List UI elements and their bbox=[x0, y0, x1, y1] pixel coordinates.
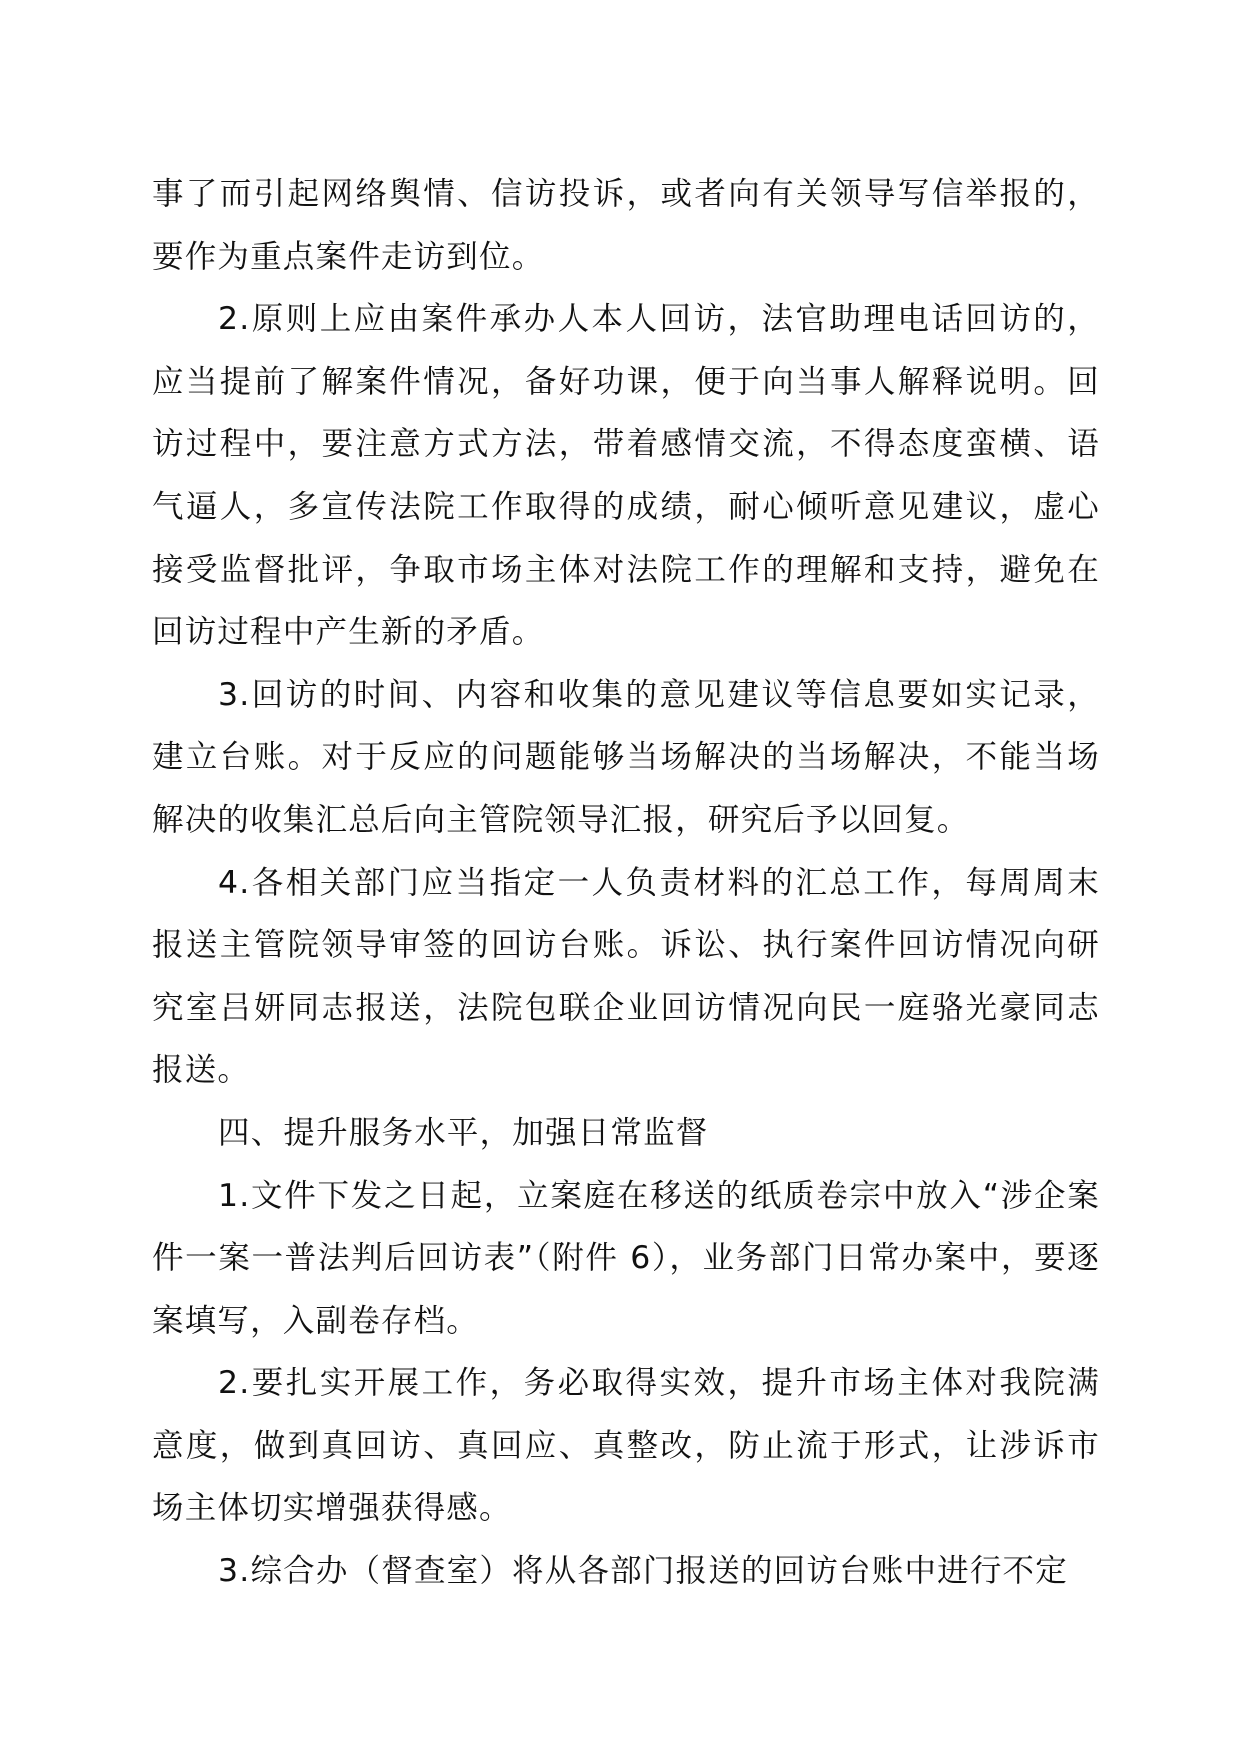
paragraph-section4-item-3: 3.综合办（督查室）将从各部门报送的回访台账中进行不定 bbox=[218, 1553, 1068, 1590]
paragraph-item-4: 4.各相关部门应当指定一人负责材料的汇总工作，每周周末报送主管院领导审签的回访台账。诉讼、执行案件回访情况向研究室吕妍同志报送，法院包联企业回访情况向民一庭骆光豪同志报送。 bbox=[152, 864, 1100, 1089]
paragraph-item-2: 2.原则上应由案件承办人本人回访，法官助理电话回访的，应当提前了解案件情况，备好功课，便于向当事人解释说明。回访过程中，要注意方式方法，带着感情交流，不得态度蛮横、语气逼人，多宣传法院工作取得的成绩，耐心倾听意见建议，虚心接受监督批评，争取市场主体对法院工作的理解和支持，避免在回访过程中产生新的矛盾。 bbox=[152, 301, 1100, 651]
paragraph-continuation: 事了而引起网络舆情、信访投诉，或者向有关领导写信举报的，要作为重点案件走访到位。 bbox=[152, 176, 1100, 275]
section-heading-4: 四、提升服务水平，加强日常监督 bbox=[218, 1114, 709, 1151]
paragraph-item-3: 3.回访的时间、内容和收集的意见建议等信息要如实记录，建立台账。对于反应的问题能够当场解决的当场解决，不能当场解决的收集汇总后向主管院领导汇报，研究后予以回复。 bbox=[152, 676, 1100, 838]
paragraph-section4-item-2: 2.要扎实开展工作，务必取得实效，提升市场主体对我院满意度，做到真回访、真回应、真整改，防止流于形式，让涉诉市场主体切实增强获得感。 bbox=[152, 1365, 1100, 1527]
paragraph-section4-item-1: 1.文件下发之日起，立案庭在移送的纸质卷宗中放入“涉企案件一案一普法判后回访表”（附件 6），业务部门日常办案中，要逐案填写，入副卷存档。 bbox=[152, 1177, 1100, 1339]
document-body bbox=[152, 163, 1100, 1603]
